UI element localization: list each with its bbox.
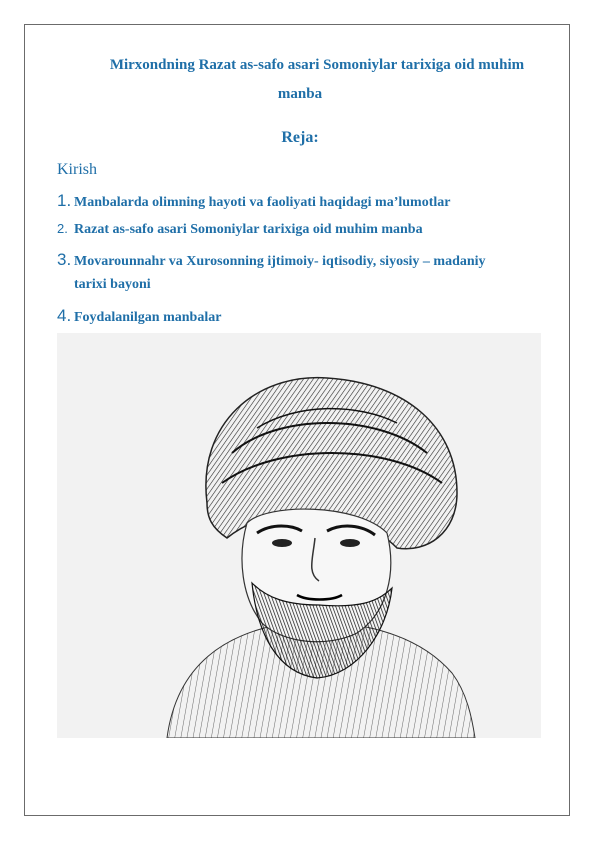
plan-item-text: Razat as-safo asari Somoniylar tarixiga oid muhim manba <box>74 222 423 237</box>
plan-item-number: 1. <box>57 191 72 210</box>
document-title-line1: Mirxondning Razat as-safo asari Somoniylar tarixiga oid muhim <box>109 57 525 73</box>
plan-item-number: 4. <box>57 306 72 325</box>
portrait-image <box>57 333 541 738</box>
plan-item-text: Movarounnahr va Xurosonning ijtimoiy- iqtisodiy, siyosiy – madaniy <box>74 254 486 269</box>
plan-item-3-continuation: tarixi bayoni <box>74 277 151 292</box>
document-title-line2: manba <box>277 86 323 102</box>
plan-heading: Reja: <box>281 129 319 146</box>
plan-item-number: 2. <box>57 221 68 236</box>
plan-item-2 <box>57 222 423 237</box>
plan-item-3 <box>57 251 486 269</box>
plan-item-text: Manbalarda olimning hayoti va faoliyati haqidagi ma’lumotlar <box>74 195 451 210</box>
plan-item-1 <box>57 192 450 210</box>
portrait-drawing-icon <box>57 333 541 738</box>
plan-item-text: Foydalanilgan manbalar <box>74 310 222 325</box>
intro-label: Kirish <box>57 161 97 178</box>
plan-item-number: 3. <box>57 250 72 269</box>
plan-item-4 <box>57 307 221 325</box>
